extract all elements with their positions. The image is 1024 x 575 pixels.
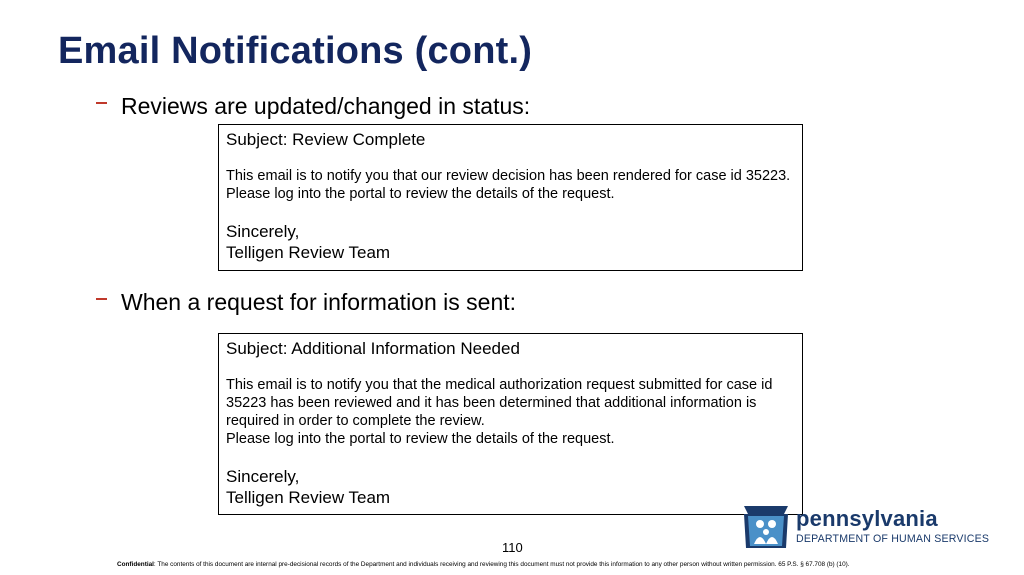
email-body xyxy=(226,167,795,203)
page-number: 110 xyxy=(502,540,523,555)
dash-bullet-icon xyxy=(96,102,107,104)
email-subject: Subject: Review Complete xyxy=(226,130,426,149)
email-signature-block xyxy=(226,221,795,263)
footer-label: Confidential xyxy=(117,561,154,568)
bullet-text: Reviews are updated/changed in status: xyxy=(121,93,531,119)
bullet-item-reviews-updated xyxy=(96,93,530,120)
email-subject: Subject: Additional Information Needed xyxy=(226,339,520,358)
email-signature: Telligen Review Team xyxy=(226,243,391,262)
slide-title: Email Notifications (cont.) xyxy=(58,30,533,72)
email-sample-additional-info xyxy=(218,333,803,515)
footer-text: : The contents of this document are internal pre-decisional records of the Department and individuals receiving and reviewing this document must not provide this information to any other person without written permission. 65 P.S. § 67.708 (b) (10). xyxy=(153,561,850,568)
email-body xyxy=(226,376,795,448)
confidentiality-footer xyxy=(117,561,850,568)
email-sign-off: Sincerely, xyxy=(226,222,300,241)
logo-department: DEPARTMENT OF HUMAN SERVICES xyxy=(796,533,990,545)
logo-wordmark: pennsylvania xyxy=(796,506,938,531)
email-signature-block xyxy=(226,466,795,508)
email-sample-review-complete xyxy=(218,124,803,271)
email-body-paragraph: Please log into the portal to review the details of the request. xyxy=(226,431,615,447)
dash-bullet-icon xyxy=(96,298,107,300)
pa-dhs-logo xyxy=(740,500,990,552)
email-body-paragraph: This email is to notify you that our review decision has been rendered for case id 35223. Please log into the portal to review the details of the request. xyxy=(226,168,791,202)
email-body-paragraph: This email is to notify you that the medical authorization request submitted for case id 35223 has been reviewed and it has been determined that additional information is required in order to complete the review. xyxy=(226,377,773,429)
bullet-item-information-request xyxy=(96,289,516,316)
keystone-family-icon xyxy=(740,500,792,550)
email-sign-off: Sincerely, xyxy=(226,467,300,486)
email-signature: Telligen Review Team xyxy=(226,488,391,507)
bullet-text: When a request for information is sent: xyxy=(121,289,517,315)
